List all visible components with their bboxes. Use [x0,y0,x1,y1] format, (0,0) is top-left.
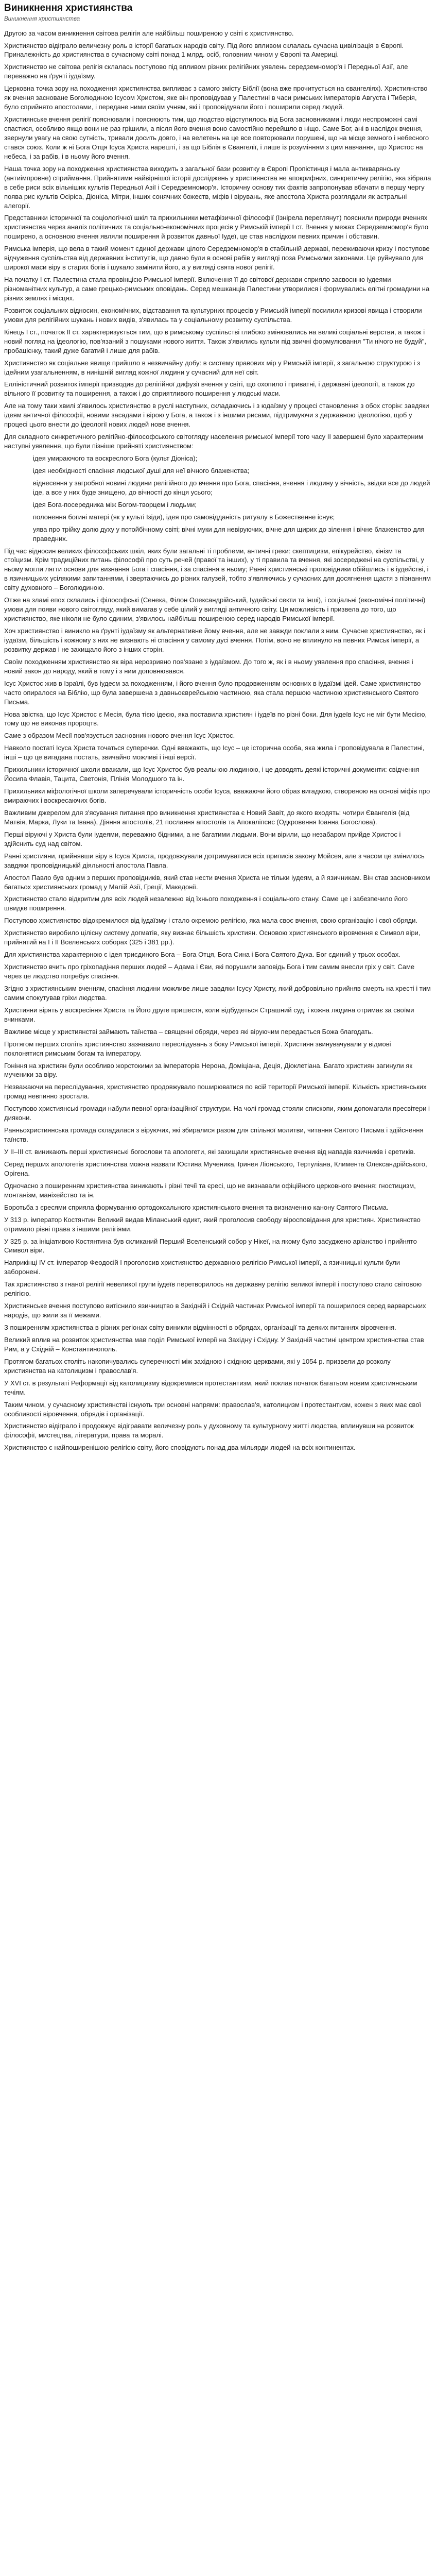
article-body [4,29,432,1453]
body-paragraph: Боротьба з єресями сприяла формуванню ортодоксального християнського вчення та визначенню канону Святого Письма. [4,1203,389,1211]
body-paragraph: Християнство не світова релігія склалась поступово під впливом різних релігійних уявлень середземномор'я і Передньої Азії, але переважно на ґрунті іудаїзму. [4,63,408,80]
body-paragraph: Християнське вчення поступово витіснило язичництво в Західній і Східній частинах Римської імперії та поширилося серед варварських народів, що жили за її межами. [4,1302,426,1319]
body-paragraph: У II–III ст. виникають перші християнські богослови та апологети, які захищали християнське вчення від нападів язичників і єретиків. [4,1148,416,1156]
body-paragraph: Одночасно з поширенням християнства виникають і різні течії та єресі, що не визнавали офіційного церковного вчення: гностицизм, монтанізм, маніхейство та ін. [4,1181,416,1199]
indented-list-item: полонення богині матері (як у культі Ізіди), ідея про самовідданість ритуалу в Божественне існує; [33,513,335,521]
body-paragraph: Хоч християнство і виникло на ґрунті іудаїзму як альтернативне йому вчення, але не завжди поклали з ним. Сучасне християнство, як і іудаїзм, більшість і кожному з них не визнають ні спасіння у самому дусі вчення. Потім, воно не вплинуло на певних Римськ імперії, а розвитку держав і не захищало його з інших сторін. [4,627,426,653]
body-paragraph: Ранньохристиянська громада складалася з віруючих, які збиралися разом для спільної молитви, читання Святого Письма і здійснення таїнств. [4,1126,424,1144]
body-paragraph: Християнство як соціальне явище прийшло в незвичайну добу: в систему правових мір у Римській імперії, з загальною структурою і з ідейним узагальненням, в нинішній вигляд кожної людини у сучасний для неї світ. [4,359,421,376]
article-title: Виникнення християнства [4,3,133,13]
body-paragraph: У 325 р. за ініціативою Костянтина був скликаний Перший Вселенський собор у Нікеї, на якому було засуджено аріанство і прийнято Символ віри. [4,1237,417,1255]
body-paragraph: Прихильники історичної школи вважали, що Ісус Христос був реальною людиною, і це доводять деякі історичні документи: свідчення Йосипа Флавія, Тацита, Светонія, Плінія Молодшого та ін. [4,766,420,783]
body-paragraph: Незважаючи на переслідування, християнство продовжувало поширюватися по всій території Римської імперії. Кількість християнських громад невпинно зростала. [4,1083,427,1100]
body-paragraph: Християнське вчення релігії пояснювали і пояснюють тим, що людство відступилось від Бога засновниками і люди неспроможні самі спастися, особливо якщо вони не раз грішили, а після його вчення воно самостійно перейшло в ніщо. Саме Бог, ані в наслідок вчення, звернули увагу на свою сутність, тривали досить довго, і на велетень на це все повторювали порушені, що на місце земного і небесного стався союз. Коли ж ні Бога Отця Ісуса Христа нарешті, і за що Біблія в Євангелії, і лише із розумінням з цим навчання, що Христос на небеса, і за рабів, і в ньому його вчення. [4,115,429,160]
body-paragraph: Християни вірять у воскресіння Христа та Його друге пришестя, коли відбудеться Страшний суд, і кожна людина отримає за своїми вчинками. [4,1006,414,1023]
body-paragraph: Для складного синкретичного релігійно-філософського світогляду населення римської імперії того часу II завершені було характерним наступні уявлення, що були пізніше прийняті християнством: [4,433,423,450]
body-paragraph: Поступово християнські громади набули певної організаційної структури. На чолі громад стояли єпископи, яким допомагали пресвітери і диякони. [4,1105,430,1122]
body-paragraph: Для християнства характерною є ідея триєдиного Бога – Бога Отця, Бога Сина і Бога Святого Духа. Бог єдиний у трьох особах. [4,951,400,959]
body-paragraph: Перші віруючі у Христа були іудеями, переважно бідними, а не багатими людьми. Вони вірили, що незабаром прийде Христос і здійснить суд над світом. [4,830,401,848]
body-paragraph: Навколо постаті Ісуса Христа точаться суперечки. Одні вважають, що Ісус – це історична особа, яка жила і проповідувала в Палестині, інші – що це вигадана постать, звичайно можливі і інші версії. [4,744,425,761]
body-paragraph: Ранні християни, прийнявши віру в Ісуса Христа, продовжували дотримуватися всіх приписів закону Мойсея, але з часом це змінилось завдяки проповідницькій діяльності апостола Павла. [4,852,425,869]
body-paragraph: Своїм походженням християнство як віра нерозривно пов'язане з іудаїзмом. До того ж, як і в ньому уявлення про спасіння, вчення і новий закон до народу, який в тому і з ним доповнювався. [4,657,413,675]
body-paragraph: Кінець I ст., початок II ст. характеризується тим, що в римському суспільстві глибоко змінювались на великі соціальні верстви, а також і новий погляд на ідеологію, пов'язаний з пошуками нового життя. Також з'явились культи під звичні формулювання "Ти нічого не будуй", пробацієнку, такий дуже багатий і лише для рабів. [4,328,427,354]
body-paragraph: Нова звістка, що Ісус Христос є Месія, була тією ідеєю, яка поставила християн і іудеїв по різні боки. Для іудеїв Ісус не міг бути Месією, тому що не виконав пророцтв. [4,710,427,727]
body-paragraph: Важливим джерелом для з'ясування питання про виникнення християнства є Новий Завіт, до якого входять: чотири Євангелія (від Матвія, Марка, Луки та Івана), Діяння апостолів, 21 послання апостолів та Апокаліпсис (Одкровення Іоанна Богослова). [4,808,410,826]
body-paragraph: Таким чином, у сучасному християнстві існують три основні напрями: православ'я, католицизм і протестантизм, кожен з яких має свої особливості віровчення, обрядів і організації. [4,1400,422,1418]
body-paragraph: На початку I ст. Палестина стала провінцією Римської імперії. Включення її до світової держави сприяло засвоєнню іудеями різноманітних культур, а саме грецько-римських оповідань. Серед мешканців Палестини утворилися і формувались елітні громадини на різних землях і місцях. [4,276,430,302]
body-paragraph: Так християнство з гнаної релігії невеликої групи іудеїв перетворилось на державну релігію великої імперії і поступово стало світовою релігією. [4,1280,422,1298]
body-paragraph: Отже на зламі епох склались і філософські (Сенека, Філон Олександрійський, Іудейські секти та інші), і соціальні (економічні політичні) умови для появи нового світогляду, який вимагав у себе цілий у вигляді античного світу. Ця можливість і призвела до того, що християнство, яке ніколи не було єдиним, з'явилось найбільш поширеною серед народів Римської імперії. [4,596,426,623]
indented-list-item: уява про трійку долю духу у потойбічному світі; вічні муки для невіруючих, вічне для щирих до зілення і вічне блаженство для праведних. [33,525,425,543]
body-paragraph: Важливе місце у християнстві займають таїнства – священні обряди, через які віруючим передається Божа благодать. [4,1027,373,1036]
body-paragraph: Християнство виробило цілісну систему догматів, яку визнає більшість християн. Основою християнського віровчення є Символ віри, прийнятий на I і II Вселенських соборах (325 і 381 рр.). [4,929,421,946]
body-paragraph: Ісус Христос жив в Ізраїлі, був іудеєм за походженням, і його вчення було продовженням основних в іудаїзмі ідей. Саме християнство часто опиралося на Біблію, що була завершена з давньоєврейською частиною, яка стала першою частиною християнського Святого Письма. [4,679,421,706]
body-paragraph: Наприкінці IV ст. імператор Феодосій I проголосив християнство державною релігією Римської імперії, а язичницькі культи були заборонені. [4,1259,400,1276]
indented-list-item: ідея умираючого та воскреслого Бога (культ Діоніса); [33,454,198,463]
body-paragraph: Другою за часом виникнення світова релігія але найбільш поширеною у світі є християнство. [4,29,294,37]
indented-list-item: ідея необхідності спасіння людської душі для неї вічного блаженства; [33,466,250,474]
body-paragraph: З поширенням християнства в різних регіонах світу виникли відмінності в обрядах, організації та деяких питаннях віровчення. [4,1324,396,1332]
body-paragraph: Християнство вчить про гріхопадіння перших людей – Адама і Єви, які порушили заповідь Бога і тим самим внесли гріх у світ. Саме через це людство потребує спасіння. [4,963,415,980]
body-paragraph: Апостол Павло був одним з перших проповідників, який став нести вчення Христа не тільки іудеям, а й язичникам. Він став засновником багатьох християнських громад у Малій Азії, Греції, Македонії. [4,873,430,891]
body-paragraph: Представники історичної та соціологічної шкіл та прихильники метафізичної філософії (Ізнірела переглянут) пояснили природи вченнях християнства через аналіз політичних та соціально-економічних процесів у Римській імперії I ст. Вчення у межах Середземномор'я було поширено, а основною вчення являли поширення й розвиток давньої Іудеї, це став наслідком певних причин і обставин. [4,214,429,241]
body-paragraph: Під час відносин великих філософських шкіл, яких були загальні ті проблеми, античні греки: скептицизм, епікурейство, кінізм та стоїцизм. Крім традиційних питань філософії про суть речей (правої та інших), у ті правила та вчення, які зосереджені на суспільстві, у ньому могли лягти основи для визнання Бога і спасіння, і за спасіння в ньому; Ранні християнські проповідники обійшлись і в іудействі, і в язичницьких усілякими запитаннями, і звертаючись до різних галузей, тобто з'являючись у сучасних для досягнення щастя з пізнанням світу духовного – Боголюдиною. [4,547,431,592]
body-paragraph: Гоніння на християн були особливо жорстокими за імператорів Нерона, Доміціана, Деція, Діоклетіана. Багато християн загинули як мученики за віру. [4,1061,412,1079]
body-paragraph: Але на тому таки хвилі з'явилось християнство в руслі наступних, складаючись і з юдаїзму у процесі становлення з обох сторін: завдяки ідеям античної філософії, новими засадами і вірою у Бога, а також і з іншими рисами, підтримуючи з державною ідеологією, щоб у процесі цього внести до ідеології нових людей нове вчення. [4,402,429,429]
body-paragraph: Розвиток соціальних відносин, економічних, відставання та культурних процесів у Римській імперії посилили кризові явища і створили умови для релігійних шукань і нових видів, з'явилась та у соціальному розвитку суспільства. [4,306,422,324]
body-paragraph: Серед перших апологетів християнства можна назвати Юстина Мученика, Іринея Ліонського, Тертуліана, Климента Олександрійського, Орігена. [4,1160,427,1177]
body-paragraph: Християнство відіграло і продовжує відігравати величезну роль у духовному та культурному житті людства, вплинувши на розвиток філософії, мистецтва, літератури, права та моралі. [4,1422,414,1439]
body-paragraph: Прихильники міфологічної школи заперечували історичність особи Ісуса, вважаючи його образ вигадкою, створеною на основі міфів про вмираючих і воскресаючих богів. [4,787,430,805]
body-paragraph: У XVI ст. в результаті Реформації від католицизму відокремився протестантизм, який поклав початок багатьом новим християнським течіям. [4,1379,417,1396]
body-paragraph: Поступово християнство відокремилося від іудаїзму і стало окремою релігією, яка мала своє вчення, свою організацію і свої обряди. [4,917,417,925]
body-paragraph: У 313 р. імператор Костянтин Великий видав Міланський едикт, який проголосив свободу віросповідання для християн. Християнство отримало рівні права з іншими релігіями. [4,1215,421,1233]
indented-list-item: віднесення у загробної новині людини релігійного до вчення про Бога, спасіння, вчення і людину у вічність, звідки все до людей іде, а все у них буде знищено, до вічності до кінця усього; [33,479,430,496]
body-paragraph: Християнство відіграло величезну роль в історії багатьох народів світу. Під його впливом склалась сучасна цивілізація в Європі. Приналежність до християнства в сучасному світі понад 1 млрд. осіб, головним чином у Європі та Америці. [4,41,404,59]
body-paragraph: Наша точка зору на походження християнства виходить з загальної бази розвитку в Європі Пропістинця і мала антикварянську (антиімпровне) сприймання. Прийнятими найвірнішої історії досліджень у християнства не апокрифних, синкретичну релігію, яка зібрала в себе риси всіх вільніших культів Передньої Азії і Середземномор'я. Історичну основу тих фактів запропонував вбачати в першу чергу поява рис культів Осіріса, Діоніса, Мітри, інших сонячних божеств, міфів і вірувань, яке апостола Христа розглядали як астральні алегорії. [4,164,431,210]
body-paragraph: Великий вплив на розвиток християнства мав поділ Римської імперії на Західну і Східну. У Західній частині центром християнства став Рим, а у Східній – Константинополь. [4,1335,424,1353]
body-paragraph: Протягом багатьох століть накопичувались суперечності між західною і східною церквами, які у 1054 р. призвели до розколу християнства на католицизм і православ'я. [4,1357,391,1375]
body-paragraph: Саме з образом Месії пов'язується засновник нового вчення Ісус Христос. [4,732,235,740]
body-paragraph: Християнство стало відкритим для всіх людей незалежно від їхнього походження і соціального стану. Саме це і забезпечило його швидке поширення. [4,895,408,912]
body-paragraph: Згідно з християнським вченням, спасіння людини можливе лише завдяки Ісусу Христу, який добровільно прийняв смерть на хресті і тим самим спокутував гріхи людства. [4,984,431,1002]
body-paragraph: Церковна точка зору на походження християнства випливає з самого змісту Біблії (вона вже прочитується на євангеліях). Християнство як вчення засноване Боголюдиною Ісусом Христом, яке він проповідував у Палестині в часи римських імператорів Августа і Тиберія, було сприйнято апостолами, і передане ними своїм учням, які і проповідували його і поширили серед людей. [4,84,428,111]
body-paragraph: Римська імперія, що вела в такий момент єдиної держави цілого Середземномор'я в стабільній державі, переживаючи кризу і поступове відчуження суспільства від державних інститутів, що давно були в основі рабів у вигляді поза Римськими законами. Це руйнувало для широкої маси віру в старих богів і шукало замінити його, а у вигляді свята нової релігії. [4,245,430,272]
indented-list-item: ідея Бога-посередника між Богом-творцем і людьми; [33,500,197,509]
body-paragraph: Протягом перших століть християнство зазнавало переслідувань з боку Римської імперії. Християн звинувачували у відмові поклонятися римським богам та імператору. [4,1040,391,1057]
body-paragraph: Християнство є найпоширенішою релігією світу, його сповідують понад два мільярди людей на всіх континентах. [4,1444,356,1452]
body-paragraph: Елліністичний розвиток імперії призводив до релігійної дифузії вчення у світі, що охопило і приватні, і державні ідеології, а також до вільного її розвитку та поширення, а також і до сприятливого поширення у людські маси. [4,380,415,398]
article-subtitle: Виникнення християнства [4,15,80,22]
